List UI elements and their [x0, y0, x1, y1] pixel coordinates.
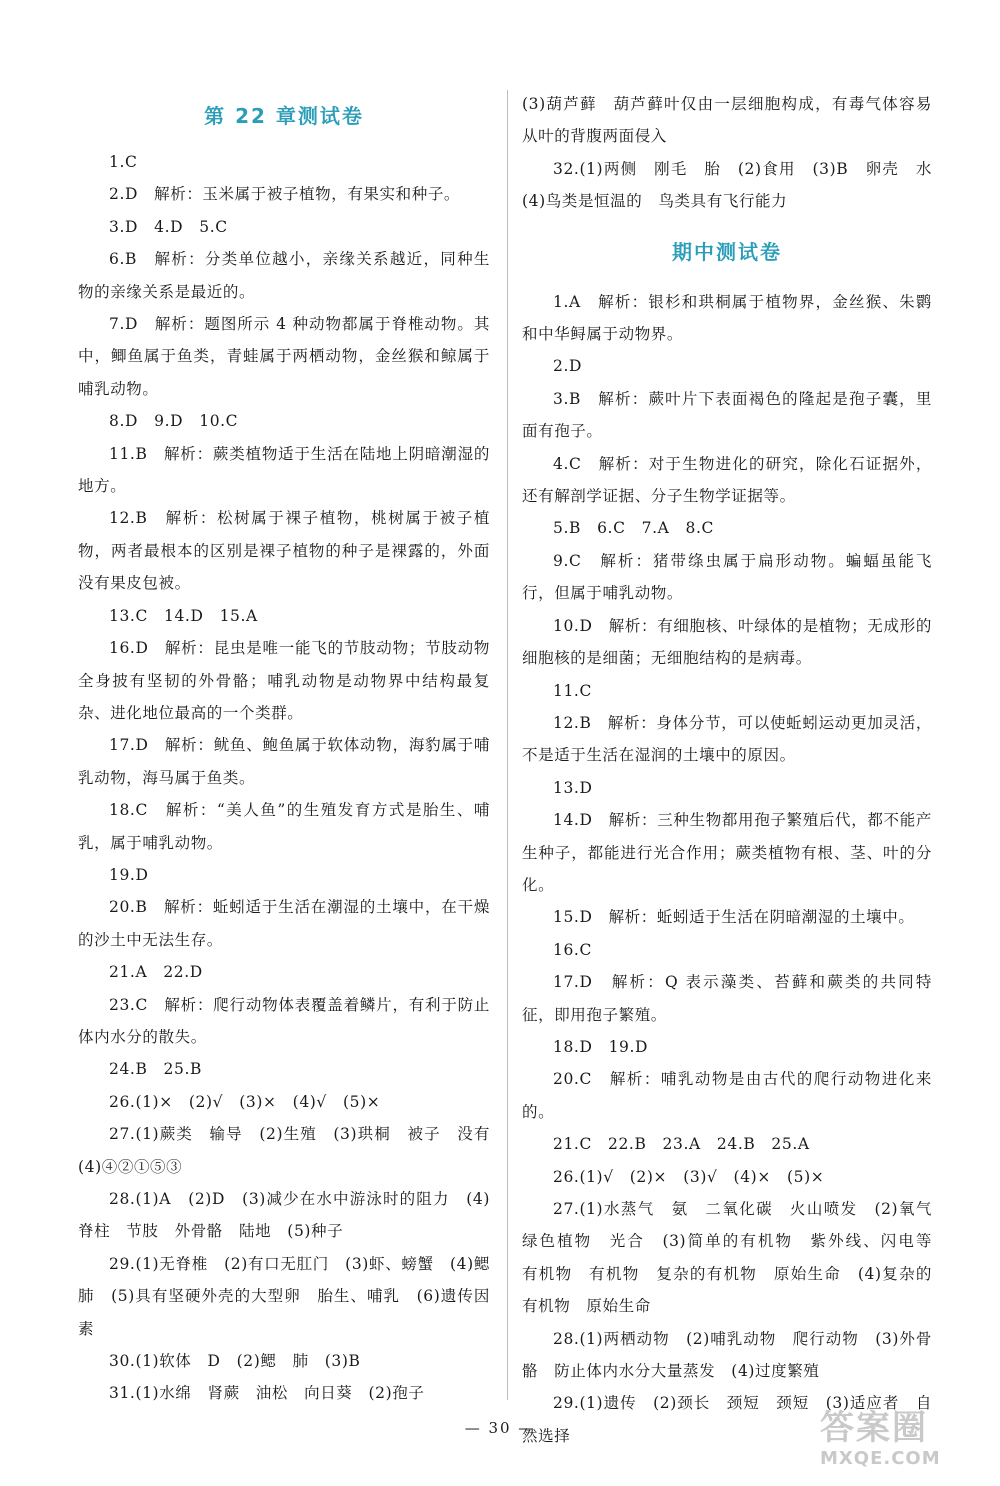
answer-item: 31.(1)水绵 肾蕨 油松 向日葵 (2)孢子 — [109, 1384, 425, 1403]
answer-item: 28.(1)A (2)D (3)减少在水中游泳时的阻力 (4)脊柱 节肢 外骨骼 陆地 (5)种子 — [78, 1190, 490, 1241]
answer-item: 3.D 4.D 5.C — [109, 217, 228, 236]
answer-item: 11.B 解析：蕨类植物适于生活在陆地上阴暗潮湿的地方。 — [78, 444, 490, 496]
answer-item: 5.B 6.C 7.A 8.C — [553, 519, 714, 538]
answer-item: 1.C — [109, 153, 138, 171]
answer-item: 10.D 解析：有细胞核、叶绿体的是植物；无成形的细胞核的是细菌；无细胞结构的是病毒。 — [522, 616, 932, 668]
midterm-test-heading: 期中测试卷 — [672, 239, 782, 264]
answer-item: 1.A 解析：银杉和珙桐属于植物界，金丝猴、朱鹮和中华鲟属于动物界。 — [522, 292, 932, 344]
left-answer-list — [78, 146, 507, 1410]
answer-item: 29.(1)遗传 (2)颈长 颈短 颈短 (3)适应者 自然选择 — [522, 1394, 932, 1445]
answer-item: 26.(1)√ (2)× (3)√ (4)× (5)× — [553, 1167, 825, 1186]
answer-item: 26.(1)× (2)√ (3)× (4)√ (5)× — [109, 1092, 381, 1111]
answer-item: 11.C — [553, 681, 592, 700]
left-column — [78, 88, 507, 1410]
answer-item: 2.D — [553, 357, 583, 376]
watermark-url: MXQE.COM — [820, 1448, 941, 1469]
answer-item-continuation: (3)葫芦藓 葫芦藓叶仅由一层细胞构成，有毒气体容易从叶的背腹两面侵入 — [522, 95, 932, 146]
answer-item: 4.C 解析：对于生物进化的研究，除化石证据外，还有解剖学证据、分子生物学证据等。 — [522, 454, 932, 506]
answer-item: 21.C 22.B 23.A 24.B 25.A — [553, 1135, 810, 1154]
answer-item: 17.D 解析：鱿鱼、鲍鱼属于软体动物，海豹属于哺乳动物，海马属于鱼类。 — [78, 736, 490, 787]
right-column — [522, 88, 949, 1452]
watermark-logo-text: 答案圈 — [820, 1408, 928, 1448]
watermark-logo — [820, 1408, 990, 1478]
answer-item: 3.B 解析：蕨叶片下表面褐色的隆起是孢子囊，里面有孢子。 — [522, 389, 932, 441]
answer-item: 18.D 19.D — [553, 1037, 649, 1056]
right-answer-list — [522, 286, 949, 1453]
right-pre-answer-list — [522, 153, 949, 218]
chapter-22-test-heading: 第 22 章测试卷 — [204, 104, 364, 128]
answer-item: 32.(1)两侧 刚毛 胎 (2)食用 (3)B 卵壳 水 (4)鸟类是恒温的 鸟类具有飞行能力 — [522, 159, 949, 211]
answer-item: 12.B 解析：松树属于裸子植物，桃树属于被子植物，两者最根本的区别是裸子植物的种子是裸露的，外面没有果皮包被。 — [78, 509, 490, 593]
answer-item: 20.B 解析：蚯蚓适于生活在潮湿的土壤中，在干燥的沙土中无法生存。 — [78, 898, 490, 949]
page-number: — 30 — — [464, 1419, 536, 1437]
answer-item: 6.B 解析：分类单位越小，亲缘关系越近，同种生物的亲缘关系是最近的。 — [78, 250, 490, 301]
answer-item: 20.C 解析：哺乳动物是由古代的爬行动物进化来的。 — [522, 1070, 932, 1121]
answer-item: 29.(1)无脊椎 (2)有口无肛门 (3)虾、螃蟹 (4)鳃 肺 (5)具有坚硬外壳的大型卵 胎生、哺乳 (6)遗传因素 — [78, 1254, 507, 1338]
answer-item: 28.(1)两栖动物 (2)哺乳动物 爬行动物 (3)外骨骼 防止体内水分大量蒸发 (4)过度繁殖 — [522, 1329, 932, 1381]
answer-item: 23.C 解析：爬行动物体表覆盖着鳞片，有利于防止体内水分的散失。 — [78, 995, 490, 1046]
answer-item: 30.(1)软体 D (2)鳃 肺 (3)B — [109, 1352, 361, 1371]
answer-item: 7.D 解析：题图所示 4 种动物都属于脊椎动物。其中，鲫鱼属于鱼类，青蛙属于两栖动物，金丝猴和鲸属于哺乳动物。 — [78, 315, 490, 398]
answer-item: 2.D 解析：玉米属于被子植物，有果实和种子。 — [109, 185, 461, 204]
answer-item: 27.(1)水蒸气 氨 二氧化碳 火山喷发 (2)氧气 绿色植物 光合 (3)简单的有机物 紫外线、闪电等 有机物 有机物 复杂的有机物 原始生命 (4)复杂的有机物 原始生命 — [522, 1200, 949, 1316]
answer-item: 17.D 解析：Q 表示藻类、苔藓和蕨类的共同特征，即用孢子繁殖。 — [522, 973, 932, 1024]
answer-item: 24.B 25.B — [109, 1060, 202, 1079]
answer-item: 21.A 22.D — [109, 963, 203, 982]
answer-item: 13.D — [553, 778, 593, 797]
answer-item: 18.C 解析：“美人鱼”的生殖发育方式是胎生、哺乳，属于哺乳动物。 — [78, 801, 490, 852]
answer-item: 8.D 9.D 10.C — [109, 412, 239, 431]
answer-item: 16.C — [553, 940, 592, 959]
column-divider — [507, 90, 508, 1400]
answer-item: 12.B 解析：身体分节，可以使蚯蚓运动更加灵活，不是适于生活在湿润的土壤中的原因。 — [522, 713, 932, 765]
answer-item: 15.D 解析：蚯蚓适于生活在阴暗潮湿的土壤中。 — [553, 908, 915, 927]
answer-item: 13.C 14.D 15.A — [109, 606, 258, 625]
answer-item: 16.D 解析：昆虫是唯一能飞的节肢动物；节肢动物全身披有坚韧的外骨骼；哺乳动物是动物界中结构最复杂、进化地位最高的一个类群。 — [78, 639, 490, 722]
answer-item: 9.C 解析：猪带绦虫属于扁形动物。蝙蝠虽能飞行，但属于哺乳动物。 — [522, 551, 932, 603]
answer-item: 19.D — [109, 865, 149, 884]
answer-item: 27.(1)蕨类 输导 (2)生殖 (3)珙桐 被子 没有 (4)④②①⑤③ — [78, 1125, 507, 1176]
answer-item: 14.D 解析：三种生物都用孢子繁殖后代，都不能产生种子，都能进行光合作用；蕨类植物有根、茎、叶的分化。 — [522, 811, 932, 894]
